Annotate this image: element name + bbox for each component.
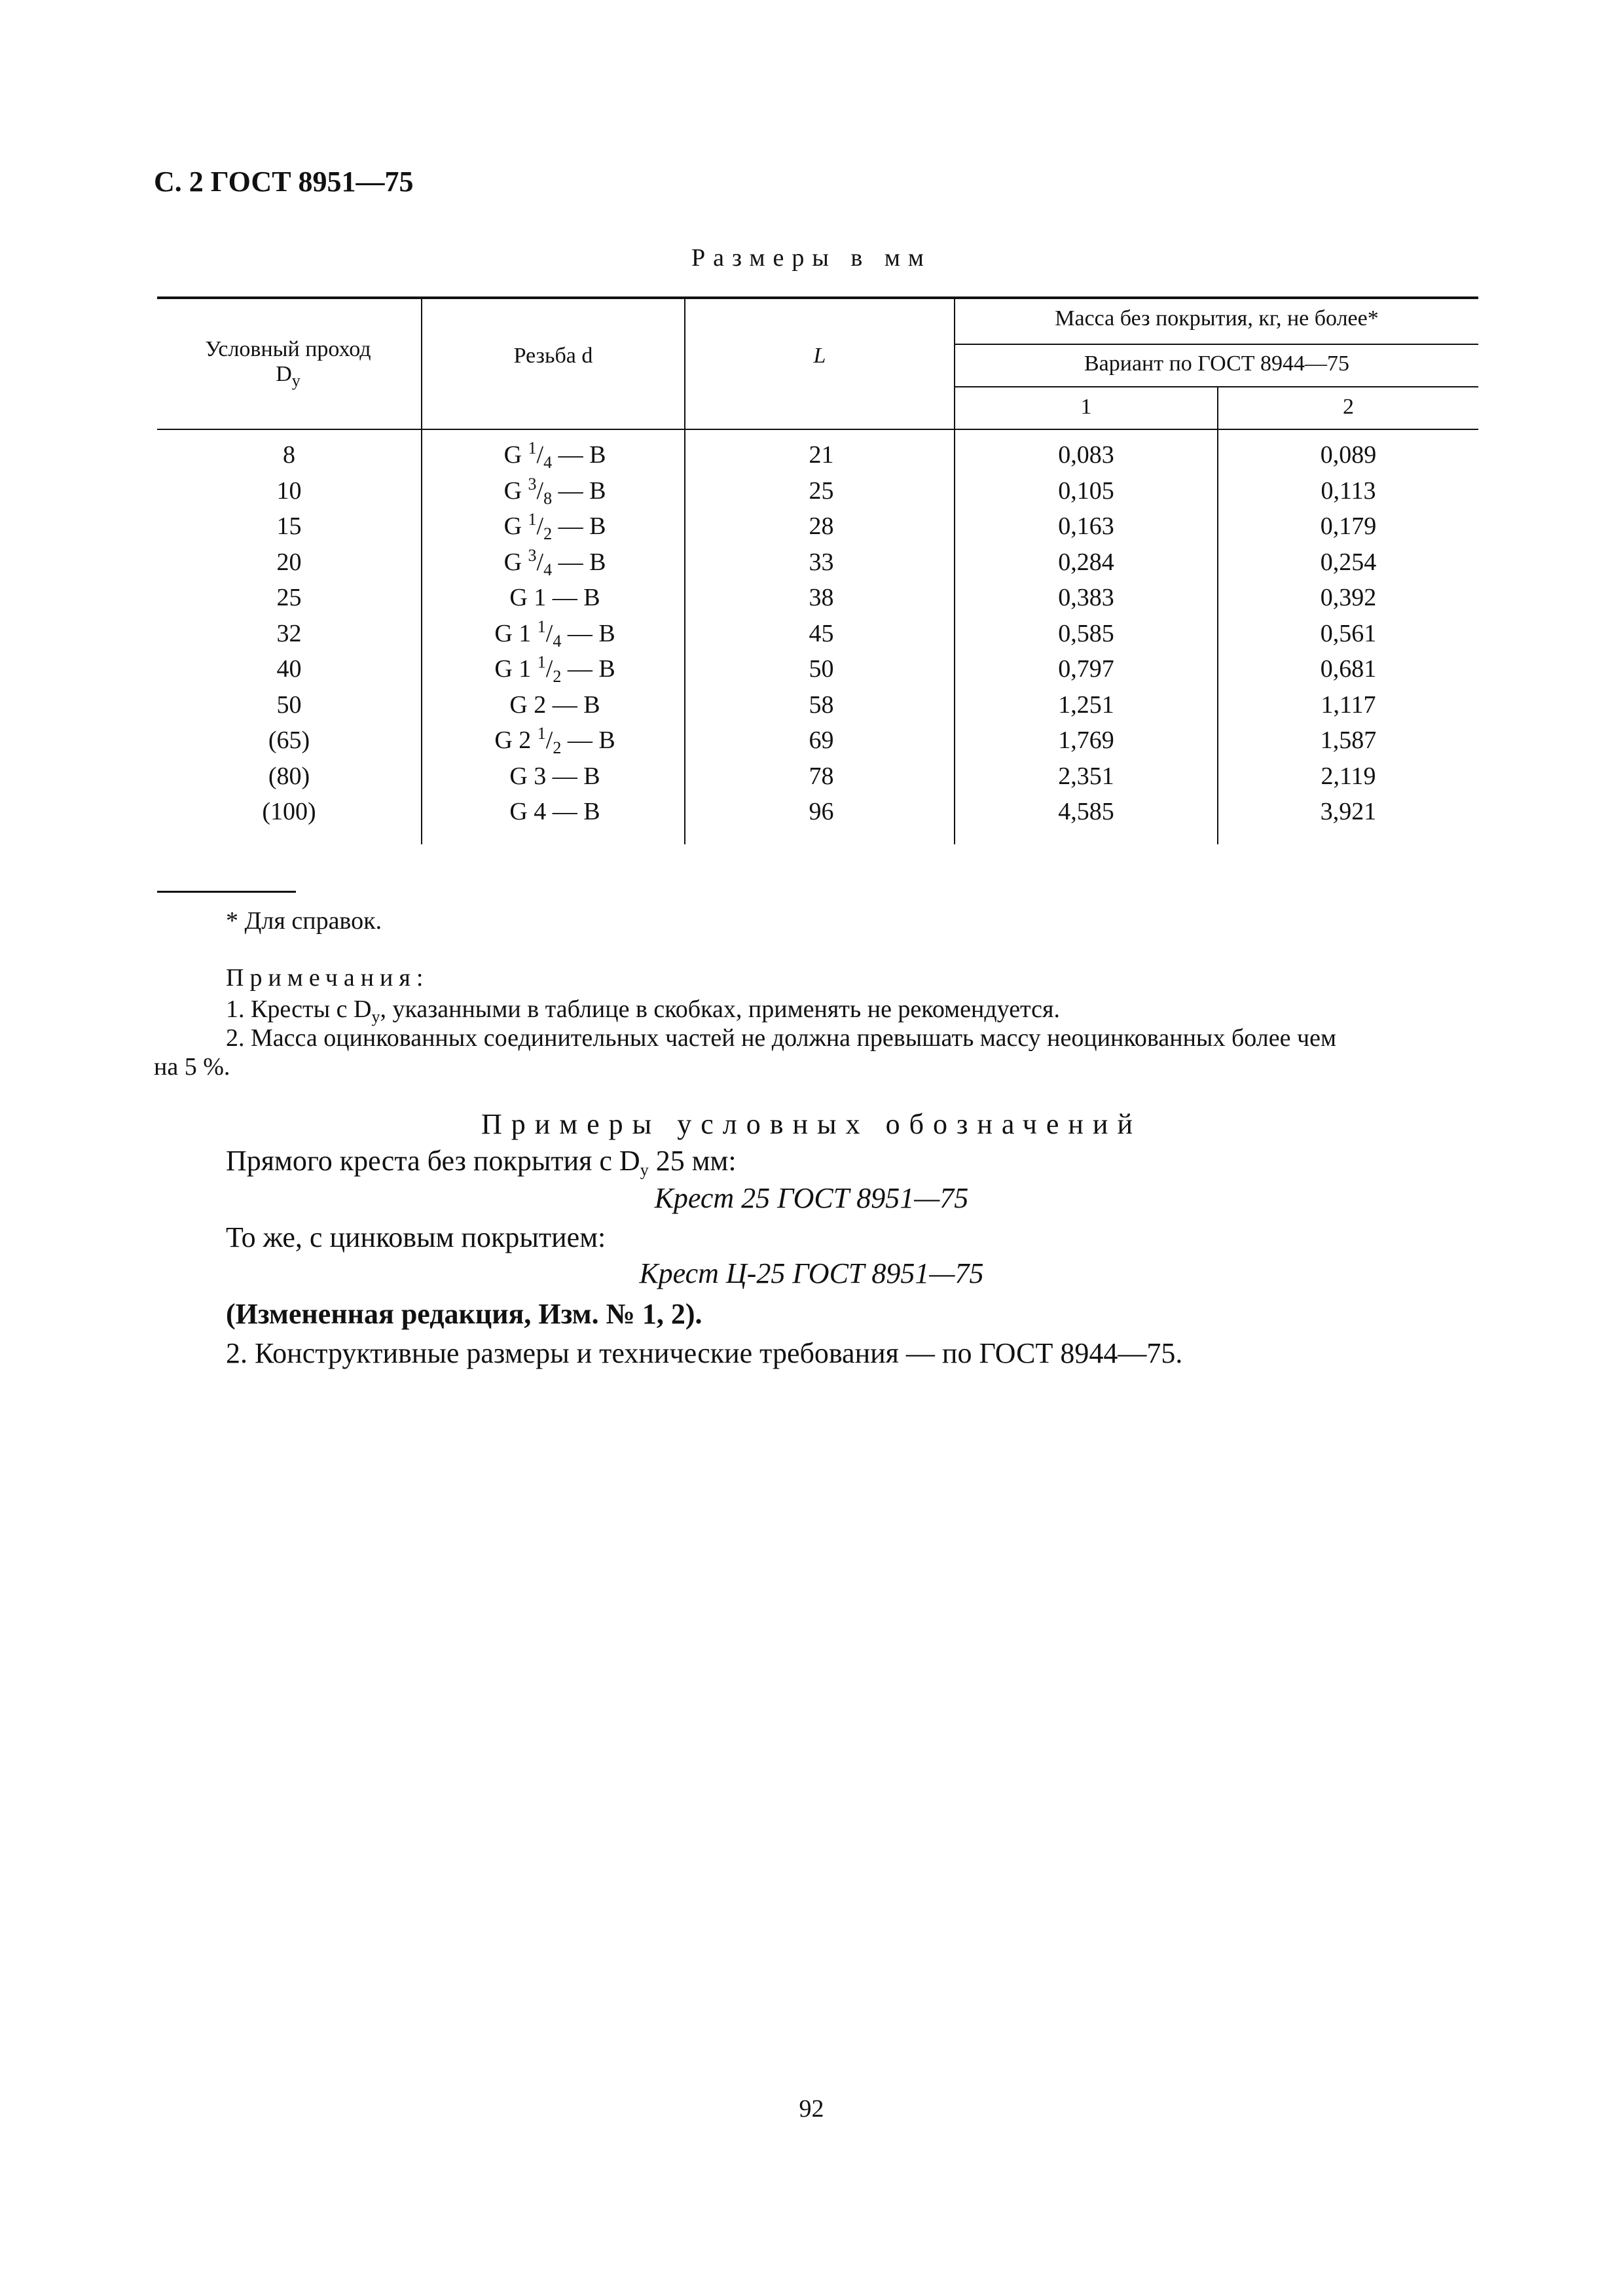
cell-thread (422, 687, 687, 723)
example-1-label: Прямого креста без покрытия с $D_у$ 25 мм: (226, 1145, 737, 1179)
thread-suffix: — B (552, 512, 606, 540)
table-row (157, 651, 1478, 687)
thread-fraction-numerator: 3 (528, 545, 537, 565)
thread-prefix: G 1 (494, 619, 538, 647)
rule-under-header (157, 429, 1478, 430)
thread-fraction-slash: / (536, 476, 544, 505)
thread-fraction-slash: / (536, 548, 544, 576)
cell-length: 33 (809, 548, 834, 576)
cell-length: 50 (809, 655, 834, 683)
table-row (157, 723, 1478, 758)
amendment-note: (Измененная редакция, Изм. № 1, 2). (226, 1298, 702, 1330)
cell-length: 58 (809, 691, 834, 719)
header-variant-1: 1 (1080, 395, 1092, 419)
thread-prefix: G 2 (494, 726, 538, 754)
table-row (157, 616, 1478, 651)
cell-mass-variant-2: 2,119 (1321, 762, 1376, 790)
header-variant-2: 2 (1343, 395, 1354, 419)
header-thread: Резьба d (513, 344, 593, 368)
thread-prefix: G 4 — B (509, 798, 600, 825)
thread-suffix: — B (561, 726, 615, 754)
thread-fraction-slash: / (536, 441, 544, 469)
cell-length: 38 (809, 584, 834, 611)
example-1-designation: Крест 25 ГОСТ 8951—75 (654, 1182, 969, 1214)
thread-fraction-denominator: 2 (543, 524, 553, 543)
clause-2: 2. Конструктивные размеры и технические требования — по ГОСТ 8944—75. (226, 1337, 1183, 1369)
rule-under-mass-header (955, 344, 1478, 345)
cell-length: 96 (809, 798, 834, 825)
thread-suffix: — B (552, 476, 606, 505)
cell-length: 21 (809, 441, 834, 469)
cell-mass-variant-2: 1,117 (1321, 691, 1376, 719)
thread-prefix: G 3 — B (509, 762, 600, 790)
notes-title: Примечания: (226, 964, 429, 992)
cell-mass-variant-1: 2,351 (1058, 762, 1114, 790)
cell-nominal-bore: 8 (283, 441, 295, 469)
thread-fraction-denominator: 8 (543, 488, 553, 508)
rule-under-variant-header (955, 386, 1478, 387)
header-mass-group: Масса без покрытия, кг, не более* (1055, 306, 1379, 331)
cell-nominal-bore: 15 (276, 512, 302, 540)
thread-fraction-denominator: 4 (553, 631, 562, 651)
thread-fraction-denominator: 4 (543, 560, 553, 579)
cell-nominal-bore: (100) (262, 798, 316, 825)
thread-fraction-slash: / (545, 655, 553, 683)
cell-nominal-bore: 32 (276, 619, 302, 647)
examples-title: Примеры условных обозначений (481, 1108, 1142, 1140)
cell-mass-variant-1: 0,163 (1058, 512, 1114, 540)
cell-length: 69 (809, 726, 834, 754)
cell-thread (422, 437, 687, 473)
note-2-line-2: на 5 %. (154, 1053, 230, 1081)
thread-suffix: — B (561, 619, 615, 647)
thread-fraction-numerator: 1 (537, 653, 546, 672)
table-top-rule (157, 296, 1478, 299)
thread-fraction-numerator: 1 (537, 617, 546, 636)
thread-suffix: — B (561, 655, 615, 683)
cell-mass-variant-1: 0,797 (1058, 655, 1114, 683)
footnote: * Для справок. (226, 907, 382, 935)
cell-thread (422, 509, 687, 544)
thread-fraction-slash: / (536, 512, 544, 540)
cell-nominal-bore: (80) (268, 762, 310, 790)
cell-mass-variant-2: 0,681 (1320, 655, 1377, 683)
cell-thread (422, 473, 687, 509)
table-row (157, 759, 1478, 794)
thread-prefix: G 2 — B (509, 691, 600, 719)
cell-mass-variant-2: 0,089 (1320, 441, 1377, 469)
cell-mass-variant-1: 1,769 (1058, 726, 1114, 754)
note-2-line-1: 2. Масса оцинкованных соединительных частей не должна превышать массу неоцинкованных более чем (226, 1024, 1336, 1052)
cell-thread (422, 651, 687, 687)
cell-nominal-bore: 40 (276, 655, 302, 683)
header-length: L (813, 344, 826, 368)
cell-mass-variant-1: 0,105 (1058, 476, 1114, 505)
thread-fraction-numerator: 3 (528, 474, 537, 493)
thread-prefix: G (503, 548, 528, 576)
cell-length: 78 (809, 762, 834, 790)
cell-mass-variant-2: 1,587 (1320, 726, 1377, 754)
table-row (157, 545, 1478, 580)
cell-thread (422, 723, 687, 758)
cell-mass-variant-2: 0,254 (1320, 548, 1377, 576)
cell-thread (422, 545, 687, 580)
cell-mass-variant-2: 0,561 (1320, 619, 1377, 647)
example-2-label: То же, с цинковым покрытием: (226, 1221, 606, 1253)
cell-nominal-bore: 10 (276, 476, 302, 505)
cell-mass-variant-1: 0,585 (1058, 619, 1114, 647)
cell-length: 25 (809, 476, 834, 505)
cell-mass-variant-2: 0,392 (1320, 584, 1377, 611)
thread-suffix: — B (552, 548, 606, 576)
cell-mass-variant-1: 0,383 (1058, 584, 1114, 611)
cell-mass-variant-2: 0,113 (1321, 476, 1376, 505)
thread-fraction-numerator: 1 (528, 510, 537, 529)
thread-fraction-denominator: 4 (543, 453, 553, 472)
header-dy: Условный проход $D_у$ (205, 337, 371, 390)
table-row (157, 437, 1478, 473)
table-row (157, 509, 1478, 544)
page-header: С. 2 ГОСТ 8951—75 (154, 166, 414, 198)
thread-prefix: G (503, 441, 528, 469)
cell-nominal-bore: 20 (276, 548, 302, 576)
cell-length: 28 (809, 512, 834, 540)
thread-prefix: G (503, 512, 528, 540)
cell-nominal-bore: (65) (268, 726, 310, 754)
note-1: 1. Кресты с $D_у$, указанными в таблице в скобках, применять не рекомендуется. (226, 996, 1060, 1026)
cell-thread (422, 759, 687, 794)
thread-fraction-denominator: 2 (553, 667, 562, 686)
cell-mass-variant-1: 1,251 (1058, 691, 1114, 719)
cell-thread (422, 616, 687, 651)
table-row (157, 473, 1478, 509)
cell-nominal-bore: 25 (276, 584, 302, 611)
thread-fraction-slash: / (545, 619, 553, 647)
thread-fraction-numerator: 1 (528, 439, 537, 457)
table-row (157, 687, 1478, 723)
cell-length: 45 (809, 619, 834, 647)
thread-prefix: G (503, 476, 528, 505)
thread-prefix: G 1 — B (509, 584, 600, 611)
example-2-designation: Крест Ц-25 ГОСТ 8951—75 (639, 1257, 984, 1289)
table-row (157, 580, 1478, 615)
table-row (157, 794, 1478, 829)
cell-mass-variant-1: 0,083 (1058, 441, 1114, 469)
cell-nominal-bore: 50 (276, 691, 302, 719)
cell-mass-variant-1: 0,284 (1058, 548, 1114, 576)
page-number: 92 (799, 2095, 824, 2123)
thread-fraction-numerator: 1 (537, 724, 546, 743)
cell-mass-variant-1: 4,585 (1058, 798, 1114, 825)
header-variant-group: Вариант по ГОСТ 8944—75 (1084, 351, 1350, 376)
thread-prefix: G 1 (494, 655, 538, 683)
footnote-rule (157, 891, 296, 893)
cell-mass-variant-2: 3,921 (1320, 798, 1377, 825)
thread-fraction-denominator: 2 (553, 738, 562, 757)
thread-fraction-slash: / (545, 726, 553, 754)
table-caption: Размеры в мм (691, 244, 932, 272)
thread-suffix: — B (552, 441, 606, 469)
cell-mass-variant-2: 0,179 (1320, 512, 1377, 540)
cell-thread (422, 580, 687, 615)
cell-thread (422, 794, 687, 829)
